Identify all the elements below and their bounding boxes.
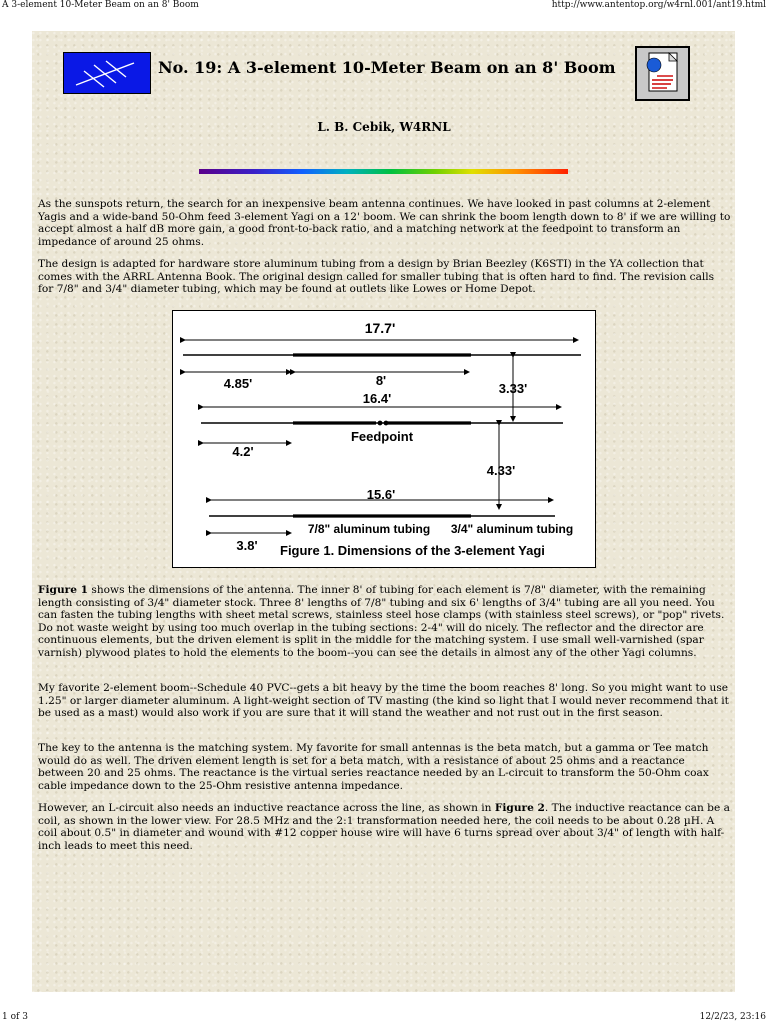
rainbow-divider: [199, 169, 568, 174]
antenna-logo-icon: [63, 52, 151, 94]
print-footer: [0, 1010, 768, 1024]
label-tubing-34: 3/4" aluminum tubing: [450, 522, 574, 536]
paragraph-l-circuit-b: . The inductive reactance can be a coil, as shown in the lower view. For 28.5 MHz and the 2:1 transformation needed here, the coil needs to be about 0.28 µH. A coil about 0.5" in diameter and wound with #12 copper house wire will have 6 turns spread over about 3/4" of length with half-inch leads to meet this need.: [38, 802, 730, 852]
page-title: No. 19: A 3-element 10-Meter Beam on an 8' Boom: [158, 58, 616, 77]
label-inner-length: 8': [375, 373, 387, 388]
figure-1-ref: Figure 1: [38, 584, 89, 596]
figure-1-diagram: [172, 310, 596, 568]
label-spacing-2: 4.33': [486, 463, 516, 478]
print-header-title: A 3-element 10-Meter Beam on an 8' Boom: [2, 0, 199, 10]
label-spacing-1: 3.33': [498, 381, 528, 396]
paragraph-l-circuit: [38, 802, 732, 852]
page-number: 1 of 3: [2, 1012, 28, 1022]
paragraph-figure-1: [38, 584, 732, 660]
label-reflector-length: 17.7': [364, 320, 396, 336]
label-driven-length: 16.4': [362, 391, 392, 406]
paragraph-l-circuit-a: However, an L-circuit also needs an inductive reactance across the line, as shown in: [38, 802, 495, 814]
author-line: L. B. Cebik, W4RNL: [317, 120, 451, 134]
label-director-length: 15.6': [366, 487, 396, 502]
document-icon[interactable]: [635, 46, 690, 101]
paragraph-matching: The key to the antenna is the matching system. My favorite for small antennas is the beta match, but a gamma or Tee match would do as well. The driven element length is set for a beta match, with a resistance of about 25 ohms and a reactance between 20 and 25 ohms. The reactance is the virtual series reactance needed by an L-circuit to transform the 50-Ohm coax cable impedance down to the 25-Ohm resistive antenna impedance.: [38, 742, 709, 792]
print-timestamp: 12/2/23, 23:16: [699, 1012, 766, 1022]
label-reflector-tip: 4.85': [223, 376, 253, 391]
paragraph-design: The design is adapted for hardware store aluminum tubing from a design by Brian Beezley (K6STI) in the YA collection that comes with the ARRL Antenna Book. The original design called for smaller tubing that is often hard to find. The revision calls for 7/8" and 3/4" diameter tubing, which may be found at outlets like Lowes or Home Depot.: [38, 258, 715, 296]
label-tubing-78: 7/8" aluminum tubing: [307, 522, 431, 536]
label-feedpoint: Feedpoint: [350, 429, 414, 444]
paragraph-boom: My favorite 2-element boom--Schedule 40 PVC--gets a bit heavy by the time the boom reaches 8' long. So you might want to use 1.25" or larger diameter aluminum. A light-weight section of TV masting (the kind so light that I would never recommend that it be used as a mast) would also work if you are sure that it will stand the weather and not rust out in the first season.: [38, 682, 729, 720]
label-director-tip: 3.8': [236, 538, 258, 553]
label-driven-tip: 4.2': [232, 444, 254, 459]
print-header: [0, 0, 768, 12]
paragraph-intro: As the sunspots return, the search for an inexpensive beam antenna continues. We have looked in past columns at 2-element Yagis and a wide-band 50-Ohm feed 3-element Yagi on a 12' boom. We can shrink the boom length down to 8' if we are willing to accept almost a half dB more gain, a good front-to-back ratio, and a matching network at the feedpoint to transform an impedance of around 25 ohms.: [38, 198, 731, 248]
paragraph-figure-1-text: shows the dimensions of the antenna. The inner 8' of tubing for each element is 7/8" diameter, with the remaining length consisting of 3/4" diameter stock. Three 8' lengths of 7/8" tubing and six 6' lengths of 3/4" tubing are all you need. You can fasten the tubing lengths with sheet metal screws, stainless steel hose clamps (with stainless steel screws), or "pop" rivets. Do not waste weight by using too much overlap in the tubing sections: 2-4" will do nicely. The reflector and the director are continuous elements, but the driven element is split in the middle for the matching system. I use small well-varnished (spar varnish) plywood plates to hold the elements to the boom--you can see the details in almost any of the other Yagi columns.: [38, 584, 725, 659]
print-header-url: http://www.antentop.org/w4rnl.001/ant19.html: [551, 0, 766, 10]
figure-2-ref: Figure 2: [494, 802, 545, 814]
figure-caption: Figure 1. Dimensions of the 3-element Yagi: [280, 543, 545, 558]
